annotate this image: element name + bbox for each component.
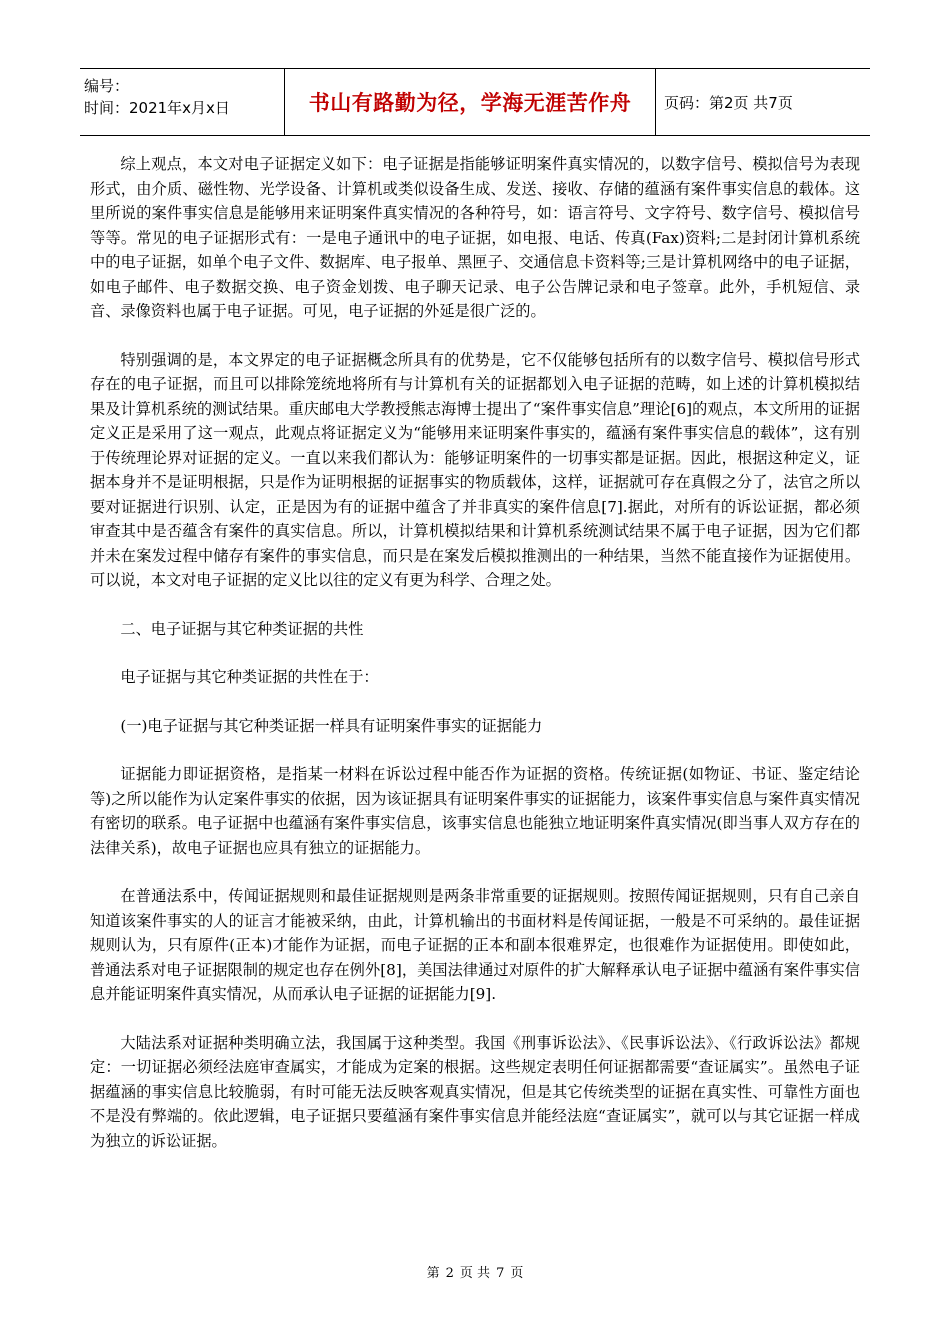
section-heading: 二、电子证据与其它种类证据的共性: [120, 619, 364, 638]
footer-suffix: 页: [510, 1266, 524, 1281]
paragraph-civil-law: 大陆法系对证据种类明确立法，我国属于这种类型。我国《刑事诉讼法》、《民事诉讼法》、《行政诉讼法》都规定：一切证据必须经法庭审查属实，才能成为定案的根据。这些规定表明任何证据都需要“查证属实”。虽然电子证据蕴涵的事实信息比较脆弱，有时可能无法反映客观真实情况，但是其它传统类型的证据在真实性、可靠性方面也不是没有弊端的。依此逻辑，电子证据只要蕴涵有案件事实信息并能经法庭“查证属实”，就可以与其它证据一样成为独立的诉讼证据。: [90, 1033, 860, 1150]
number-label: 编号：: [84, 77, 130, 95]
footer-mid: 页 共: [459, 1266, 491, 1281]
footer-prefix: 第: [426, 1266, 440, 1281]
header-motto: 书山有路勤为径，学海无涯苦作舟: [284, 69, 656, 135]
footer-page-number: 2: [445, 1266, 454, 1281]
page-header: [80, 68, 870, 136]
paragraph-intro: 电子证据与其它种类证据的共性在于：: [120, 668, 379, 686]
paragraph-common-law: 在普通法系中，传闻证据规则和最佳证据规则是两条非常重要的证据规则。按照传闻证据规则，只有自己亲自知道该案件事实的人的证言才能被采纳，由此，计算机输出的书面材料是传闻证据，一般是不可采纳的。最佳证据规则认为，只有原件(正本)才能作为证据，而电子证据的正本和副本很难界定，也很难作为证据使用。即使如此，普通法系对电子证据限制的规定也存在例外[8]，美国法律通过对原件的扩大解释承认电子证据中蕴涵有案件事实信息并能证明案件真实情况，从而承认电子证据的证据能力[9].: [90, 887, 860, 1003]
header-page-info: 页码：第2页 共7页: [664, 93, 793, 112]
paragraph-advantage: 特别强调的是，本文界定的电子证据概念所具有的优势是，它不仅能够包括所有的以数字信号、模拟信号形式存在的电子证据，而且可以排除笼统地将所有与计算机有关的证据都划入电子证据的范畴，如上述的计算机模拟结果及计算机系统的测试结果。重庆邮电大学教授熊志海博士提出了“案件事实信息”理论[6]的观点，本文所用的证据定义正是采用了这一观点，此观点将证据定义为“能够用来证明案件事实的，蕴涵有案件事实信息的载体”，这有别于传统理论界对证据的定义。一直以来我们都认为：能够证明案件的一切事实都是证据。因此，根据这种定义，证据本身并不是证明根据，只是作为证明根据的证据事实的物质载体，这样，证据就可存在真假之分了，法官之所以要对证据进行识别、认定，正是因为有的证据中蕴含了并非真实的案件信息[7].据此，对所有的诉讼证据，都必须审查其中是否蕴含有案件的真实信息。所以，计算机模拟结果和计算机系统测试结果不属于电子证据，因为它们都并未在案发过程中储存有案件的事实信息，而只是在案发后模拟推测出的一种结果，当然不能直接作为证据使用。可以说，本文对电子证据的定义比以往的定义有更为科学、合理之处。: [90, 350, 860, 589]
subsection-heading: (一)电子证据与其它种类证据一样具有证明案件事实的证据能力: [120, 716, 543, 735]
paragraph-evidence-ability: 证据能力即证据资格，是指某一材料在诉讼过程中能否作为证据的资格。传统证据(如物证、书证、鉴定结论等)之所以能作为认定案件事实的依据，因为该证据具有证明案件事实的证据能力，该案件事实信息与案件真实情况有密切的联系。电子证据中也蕴涵有案件事实信息，该事实信息也能独立地证明案件真实情况(即当事人双方存在的法律关系)，故电子证据也应具有独立的证据能力。: [90, 765, 860, 857]
paragraph-summary-definition: 综上观点，本文对电子证据定义如下：电子证据是指能够证明案件真实情况的，以数字信号、模拟信号为表现形式，由介质、磁性物、光学设备、计算机或类似设备生成、发送、接收、存储的蕴涵有案件事实信息的载体。这里所说的案件事实信息是能够用来证明案件真实情况的各种符号，如：语言符号、文字符号、数字信号、模拟信号等等。常见的电子证据形式有：一是电子通讯中的电子证据，如电报、电话、传真(Fax)资料;二是封闭计算机系统中的电子证据，如单个电子文件、数据库、电子报单、黑匣子、交通信息卡资料等;三是计算机网络中的电子证据，如电子邮件、电子数据交换、电子资金划拨、电子聊天记录、电子公告牌记录和电子签章。此外，手机短信、录音、录像资料也属于电子证据。可见，电子证据的外延是很广泛的。: [90, 155, 860, 320]
document-body: [90, 152, 860, 1177]
time-label: 时间：2021年x月x日: [84, 99, 230, 117]
page-footer: [0, 1262, 950, 1281]
header-meta: [80, 69, 284, 135]
footer-total: 7: [496, 1266, 505, 1281]
